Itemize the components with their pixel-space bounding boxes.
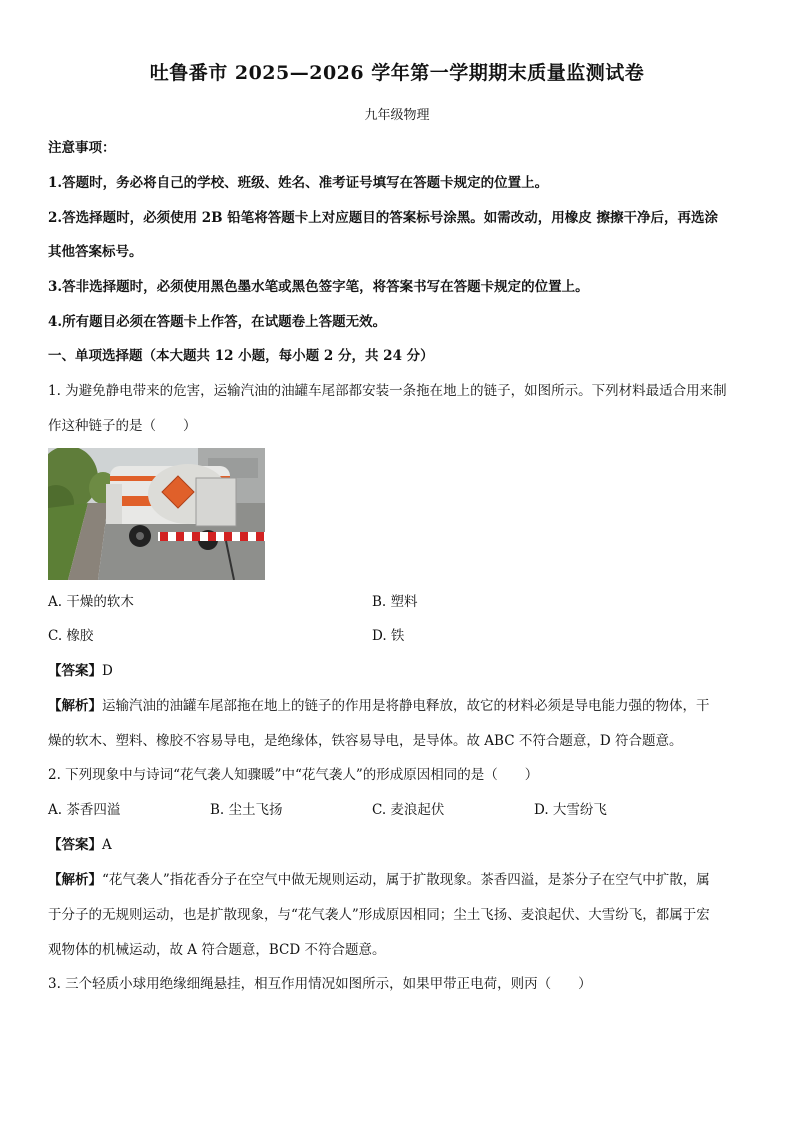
q1-analysis-line1 (48, 696, 748, 716)
q2-option-a: A. 茶香四溢 (48, 802, 121, 818)
q2-analysis-line2: 于分子的无规则运动，也是扩散现象，与“花气袭人”形成原因相同；尘土飞扬、麦浪起伏、大雪纷飞，都属于宏 (48, 907, 710, 923)
note-item-1: 1.答题时，务必将自己的学校、班级、姓名、准考证号填写在答题卡规定的位置上。 (48, 175, 549, 191)
q1-option-d: D. 铁 (372, 628, 405, 644)
note-item-3: 3.答非选择题时，必须使用黑色墨水笔或黑色签字笔，将答案书写在答题卡规定的位置上。 (48, 279, 589, 295)
q1-option-c: C. 橡胶 (48, 628, 94, 644)
section-heading: 一、单项选择题（本大题共 12 小题，每小题 2 分，共 24 分） (48, 348, 434, 364)
q1-analysis-line2: 燥的软木、塑料、橡胶不容易导电，是绝缘体，铁容易导电，是导体。故 ABC 不符合题意，D 符合题意。 (48, 733, 683, 749)
q1-stem-line1: 1. 为避免静电带来的危害，运输汽油的油罐车尾部都安装一条拖在地上的链子，如图所示。下列材料最适合用来制 (48, 383, 727, 399)
q1-answer-tag: 【答案】 (48, 663, 102, 679)
q2-analysis-tag: 【解析】 (48, 872, 102, 888)
note-item-2: 2.答选择题时，必须使用 2B 铅笔将答题卡上对应题目的答案标号涂黑。如需改动，用橡皮 擦擦干净后，再选涂 (48, 210, 718, 226)
q2-analysis-line3: 观物体的机械运动，故 A 符合题意，BCD 不符合题意。 (48, 942, 386, 958)
q2-option-b: B. 尘土飞扬 (210, 802, 283, 818)
q1-option-b: B. 塑料 (372, 594, 418, 610)
q2-option-c: C. 麦浪起伏 (372, 802, 445, 818)
q1-analysis-text1: 运输汽油的油罐车尾部拖在地上的链子的作用是将静电释放，故它的材料必须是导电能力强的物体，干 (102, 698, 710, 714)
q2-answer (48, 835, 748, 855)
page-subtitle: 九年级物理 (364, 108, 430, 123)
q1-option-a: A. 干燥的软木 (48, 594, 134, 610)
q2-answer-value: A (102, 837, 112, 853)
q1-analysis-tag: 【解析】 (48, 698, 102, 714)
q1-answer (48, 661, 748, 681)
note-item-2-cont: 其他答案标号。 (48, 244, 143, 260)
q2-analysis-line1 (48, 870, 748, 890)
note-item-4: 4.所有题目必须在答题卡上作答，在试题卷上答题无效。 (48, 314, 387, 330)
q2-stem-line1: 2. 下列现象中与诗词“花气袭人知骤暖”中“花气袭人”的形成原因相同的是（ ） (48, 767, 539, 783)
page-title: 吐鲁番市 2025—2026 学年第一学期期末质量监测试卷 (149, 62, 645, 84)
q1-answer-value: D (102, 663, 113, 679)
q2-option-d: D. 大雪纷飞 (534, 802, 607, 818)
q1-stem-line2: 作这种链子的是（ ） (48, 418, 197, 434)
q3-stem-line1: 3. 三个轻质小球用绝缘细绳悬挂，相互作用情况如图所示，如果甲带正电荷，则丙（ ） (48, 976, 592, 992)
notes-heading: 注意事项： (48, 140, 116, 156)
q2-analysis-text1: “花气袭人”指花香分子在空气中做无规则运动，属于扩散现象。茶香四溢，是茶分子在空气中扩散，属 (102, 872, 710, 888)
q2-answer-tag: 【答案】 (48, 837, 102, 853)
tanker-truck-photo (48, 448, 265, 580)
